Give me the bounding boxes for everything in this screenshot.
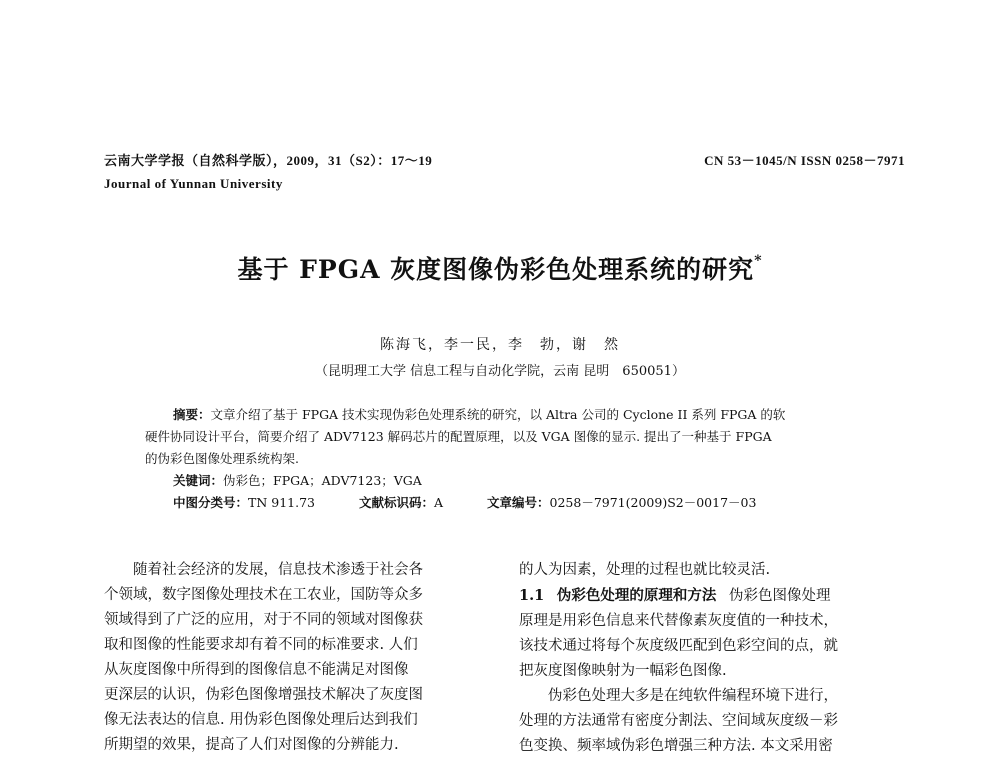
doc-code-label: 文献标识码： [358,495,434,510]
right-line-5: 把灰度图像映射为一幅彩色图像. [519,663,727,679]
right-line-1: 的人为因素，处理的过程也就比较灵活. [519,562,771,578]
left-line-7: 像无法表达的信息. 用伪彩色图像处理后达到我们 [104,712,418,728]
footnote-mark: * [754,252,763,269]
clc-value: TN 911.73 [248,495,316,510]
body-left-column [104,558,489,758]
left-line-6: 更深层的认识，伪彩色图像增强技术解决了灰度图 [104,687,423,703]
journal-name-en: Journal of Yunnan University [104,176,283,191]
left-line-3: 领域得到了广泛的应用，对于不同的领域对图像获 [104,612,423,628]
right-line-7: 处理的方法通常有密度分割法、空间域灰度级－彩 [519,713,838,729]
right-line-6: 伪彩色处理大多是在纯软件编程环境下进行， [548,688,838,704]
keywords-value: 伪彩色；FPGA；ADV7123；VGA [223,473,422,488]
body-right-column [519,558,914,759]
paper-title-text: 基于 FPGA 灰度图像伪彩色处理系统的研究 [237,255,755,284]
right-line-3: 原理是用彩色信息来代替像素灰度值的一种技术， [519,613,838,629]
abstract [145,404,875,514]
left-line-4: 取和图像的性能要求却有着不同的标准要求. 人们 [104,637,418,653]
right-line-4: 该技术通过将每个灰度级匹配到色彩空间的点，就 [519,638,838,654]
issn-info: CN 53－1045/N ISSN 0258－7971 [704,153,905,168]
right-line-8: 色变换、频率域伪彩色增强三种方法. 本文采用密 [519,738,833,754]
author-list: 陈海飞，李一民，李 勃，谢 然 [380,337,620,353]
article-id-value: 0258－7971(2009)S2－0017－03 [549,495,757,510]
journal-citation-cn: 云南大学学报（自然科学版），2009，31（S2）：17～19 [104,153,433,168]
left-line-8: 所期望的效果，提高了人们对图像的分辨能力. [104,737,399,753]
affiliation: （昆明理工大学 信息工程与自动化学院，云南 昆明 650051） [315,364,685,379]
abstract-line-1 [145,404,875,426]
abstract-text-1: 文章介绍了基于 FPGA 技术实现伪彩色处理系统的研究，以 Altra 公司的 Cyclone II 系列 FPGA 的软 [210,407,786,422]
clc-label: 中图分类号： [173,495,249,510]
keywords-line [145,470,875,492]
abstract-line-3: 的伪彩色图像处理系统构架. [145,451,299,466]
section-continuation: 伪彩色图像处理 [728,588,831,604]
abstract-label: 摘要： [173,407,211,422]
left-line-1: 随着社会经济的发展，信息技术渗透于社会各 [133,562,423,578]
doc-code-value: A [434,495,444,510]
keywords-label: 关键词： [173,473,224,488]
section-title: 伪彩色处理的原理和方法 [556,587,717,604]
left-line-2: 个领域，数字图像处理技术在工农业，国防等众多 [104,587,423,603]
abstract-line-2: 硬件协同设计平台，简要介绍了 ADV7123 解码芯片的配置原理，以及 VGA 图像的显示. 提出了一种基于 FPGA [145,429,772,444]
paper-title [0,250,1000,286]
left-line-5: 从灰度图像中所得到的图像信息不能满足对图像 [104,662,409,678]
classification-line [145,492,875,514]
section-number: 1.1 [519,587,545,604]
article-id-label: 文章编号： [487,495,550,510]
section-heading-line [519,583,914,609]
